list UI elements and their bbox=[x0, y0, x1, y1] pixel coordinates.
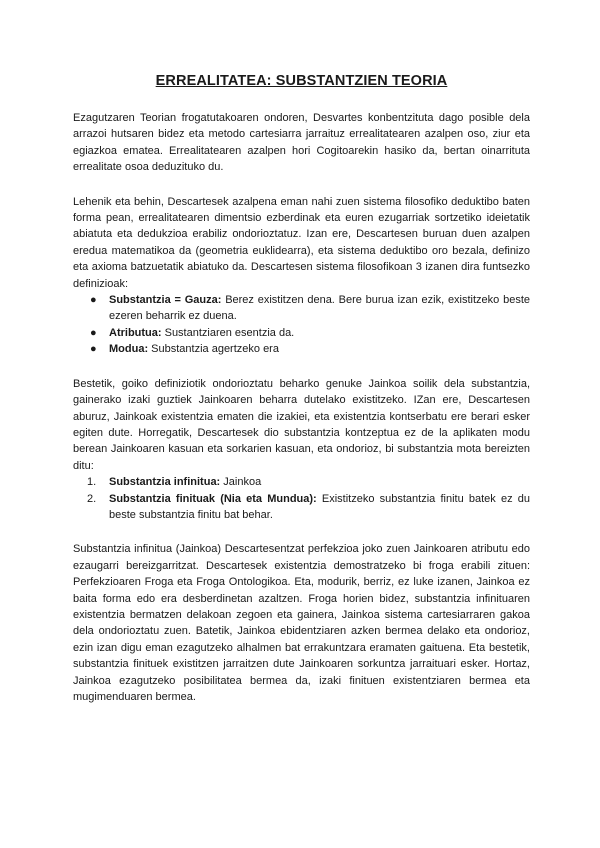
substance-text: Existitzeko substantzia finitu batek ez du beste substantzia finitu bat behar. bbox=[109, 492, 530, 521]
definition-text: Berez existitzen dena. Bere burua izan ezik, existitzeko beste ezeren beharrik ez duena. bbox=[109, 294, 530, 323]
paragraph-substance-types-intro: Bestetik, goiko definiziotik ondorioztatu beharko genuke Jainkoa soilik dela substantzia, gainerako izaki guztiek Jainkoaren beharra dutelako existitzeko. IZan ere, Descartesen aburuz, Jainkoak existentzia ematen die izakiei, eta existentzia kontserbatu ere berari esker egiten dute. Horregatik, Descartesek dio substantzia kontzeptua ez de la aplikaten modu berean Jainkoaren kasuan eta sorkarien kasuan, eta ondorioz, bi substantzia mota bereizten ditu: bbox=[73, 377, 530, 472]
substance-term: Substantzia finituak (Nia eta Mundua): bbox=[109, 492, 317, 505]
definitions-list bbox=[73, 292, 530, 358]
substance-text: Jainkoa bbox=[220, 476, 262, 489]
list-item bbox=[73, 474, 530, 490]
list-item bbox=[73, 341, 530, 357]
definition-term: Modua: bbox=[109, 343, 149, 356]
paragraph-definitions-intro: Lehenik eta behin, Descartesek azalpena eman nahi zuen sistema filosofiko deduktibo baten forma pean, errealitatearen dimentsio ezberdinak eta euren ezugarriak sortzetiko ideietatik abiatuta eta dedukzioa erabiliz ondorioztatuz. Izan ere, Descartesen buruan duen azalpen eredua matematikoa da (geometria euklidearra), eta sistema deduktibo oro bezala, definizo eta axioma batzuetatik abiatuko da. Descartesen sistema filosofikoan 3 izanen dira funtsezko definizioak: bbox=[73, 195, 530, 290]
bullet-icon: ● bbox=[90, 343, 97, 356]
definition-term: Substantzia = Gauza: bbox=[109, 294, 222, 307]
definition-text: Sustantziaren esentzia da. bbox=[161, 326, 295, 339]
list-item bbox=[73, 491, 530, 524]
document-title: ERREALITATEA: SUBSTANTZIEN TEORIA bbox=[155, 73, 448, 89]
list-item bbox=[73, 292, 530, 325]
definition-term: Atributua: bbox=[109, 326, 162, 339]
list-number: 1. bbox=[87, 476, 97, 489]
paragraph-infinite-substance: Substantzia infinitua (Jainkoa) Descartesentzat perfekzioa joko zuen Jainkoaren atributu edo ezaugarri bereizgarritzat. Descartesek existentzia demostratzeko bi froga erabili zituen: Perfekzioaren Froga eta Froga Ontologikoa. Eta, modurik, berriz, ez luke izanen, Jainkoa ez baita forma edo era desberdinetan azaltzen. Froga horien bidez, substantzia infinituaren existentzia bermatzen delakoan zegoen eta gainera, Jainkoa sistema cartesiarraren gakoa dela ondorioztatu zuen. Batetik, Jainkoa ebidentziaren azken bermea delako eta ondorioz, ezin izan digu eman ezagutzeko alhalmen bat errakuntzara eramaten gaituena. Eta bestetik, substantzia finituek existitzen jarraitzen dute Jainkoaren sorkuntza jarraituari esker. Hortaz, Jainkoa ezagutzeko posibilitatea bermea da, izaki finituen existentziaren bermea eta mugimenduaren bermea. bbox=[73, 543, 530, 703]
bullet-icon: ● bbox=[90, 294, 97, 307]
definition-text: Substantzia agertzeko era bbox=[148, 343, 279, 356]
substance-types-list bbox=[73, 474, 530, 523]
paragraph-intro: Ezagutzaren Teorian frogatutakoaren ondoren, Desvartes konbentzituta dago posible dela arrazoi hutsaren bidez eta metodo cartesiarra jarraituz errealitatearen azalpen oso, ziur eta egiazkoa ematea. Errealitatearen azalpen hori Cogitoarekin hasiko da, bertan oinarrituta errealitate osoa deduzituko du. bbox=[73, 112, 530, 174]
bullet-icon: ● bbox=[90, 326, 97, 339]
list-number: 2. bbox=[87, 492, 97, 505]
substance-term: Substantzia infinitua: bbox=[109, 476, 221, 489]
document-page bbox=[73, 73, 530, 705]
list-item bbox=[73, 325, 530, 341]
